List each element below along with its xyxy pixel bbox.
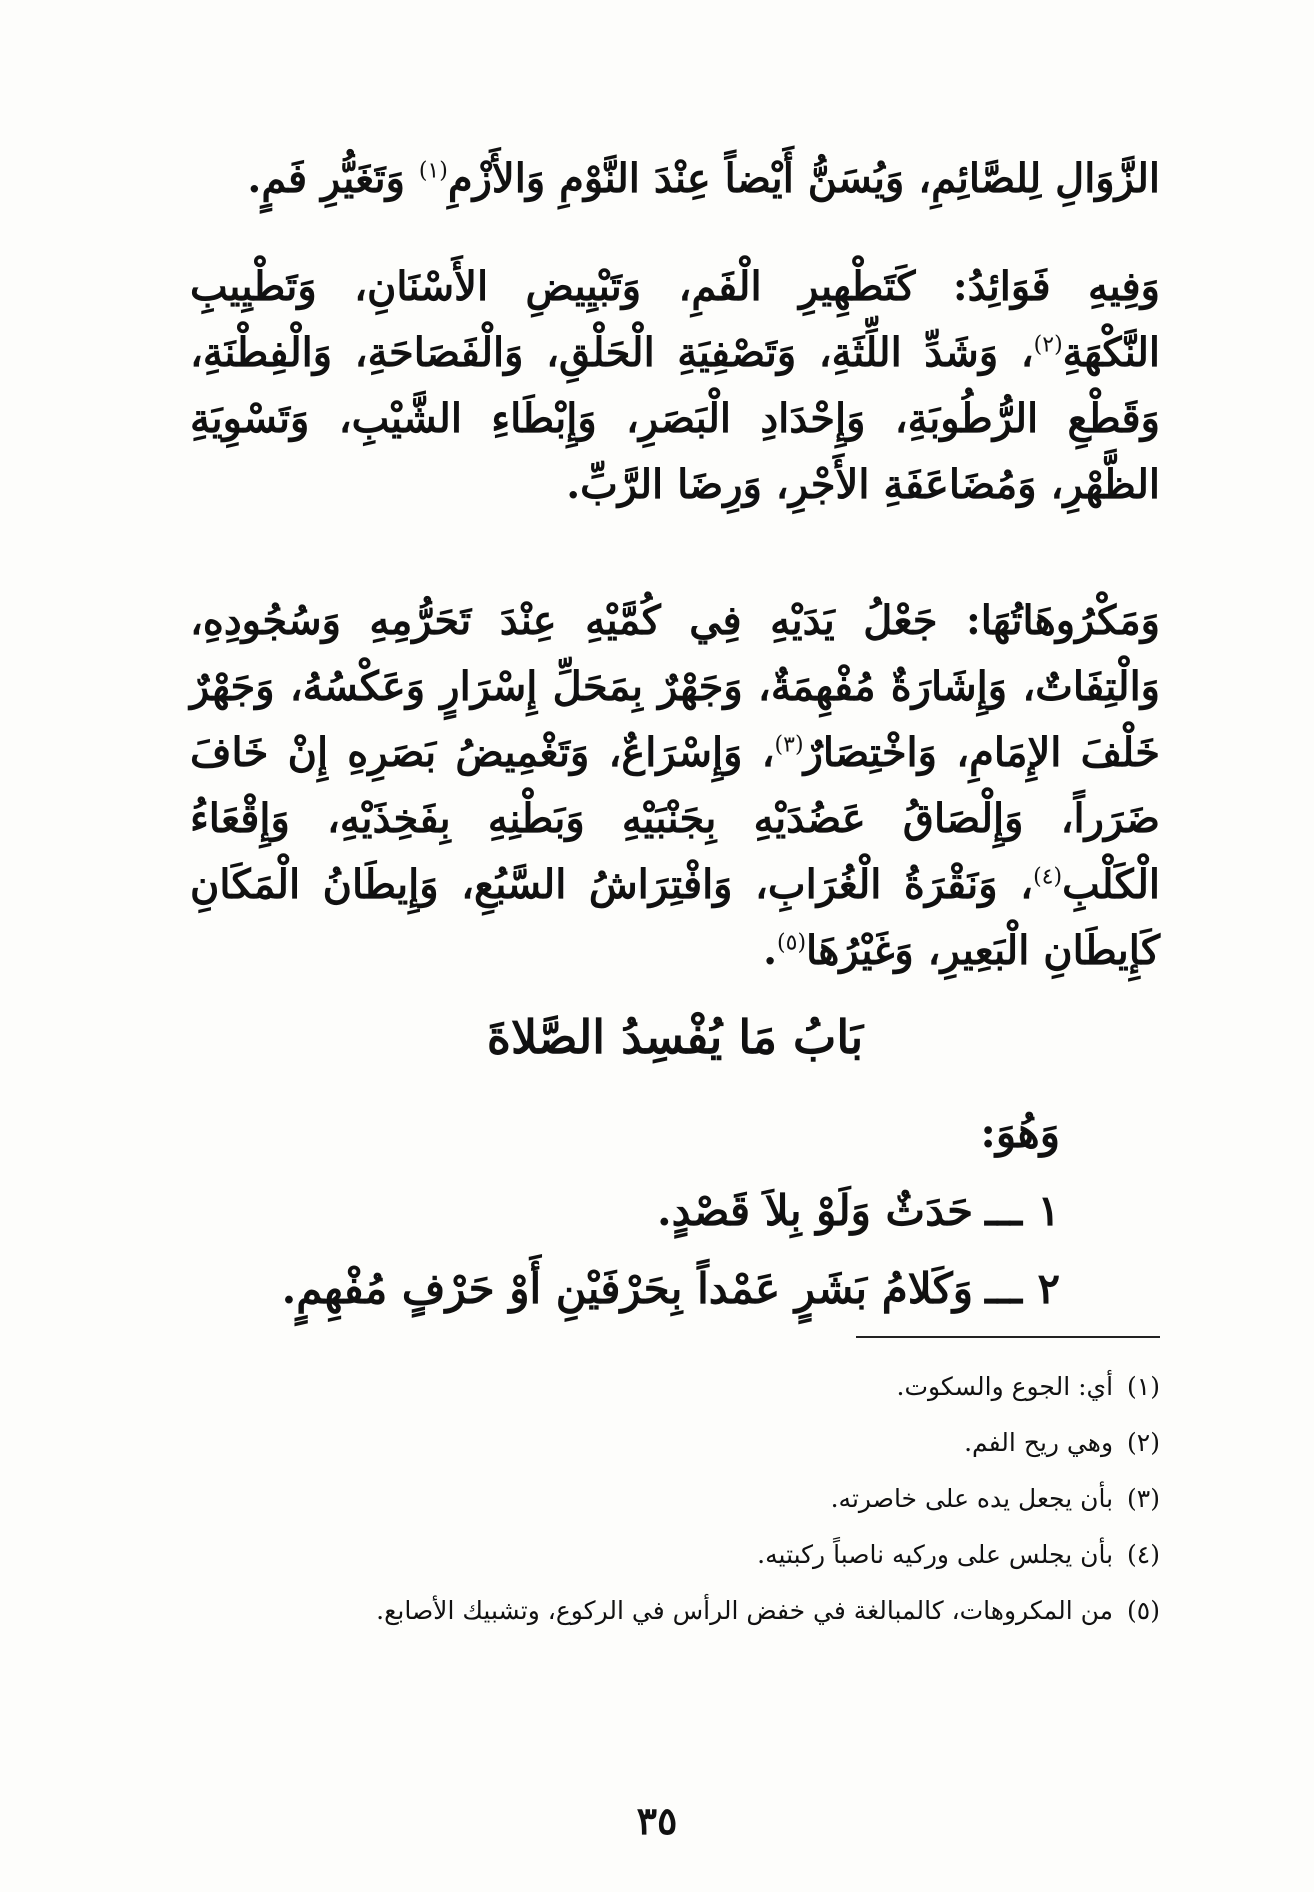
disliked-text-d: . (763, 927, 778, 974)
footnote-ref-5[interactable]: (٥) (777, 930, 807, 956)
footnote-number: (٤) (1127, 1540, 1160, 1569)
section-heading: بَابُ مَا يُفْسِدُ الصَّلاةَ (486, 1010, 864, 1064)
footnote-number: (٥) (1127, 1596, 1160, 1625)
footnote-1 (897, 1372, 1160, 1401)
disliked-text-a: جَعْلُ يَدَيْهِ فِي كُمَّيْهِ عِنْدَ تَحَرُّمِهِ وَسُجُودِهِ، وَالْتِفَاتٌ، وَإِشَارَةٌ مُفْهِمَةٌ، وَجَهْرٌ بِمَحَلِّ إِسْرَارٍ وَعَكْسُهُ، وَجَهْرٌ خَلْفَ الإِمَامِ، وَاخْتِصَارٌ (190, 597, 1160, 776)
page-number: ٣٥ (636, 1798, 678, 1843)
footnote-text: أي: الجوع والسكوت. (896, 1372, 1114, 1401)
footnote-number: (٢) (1127, 1428, 1160, 1457)
footnote-text: بأن يجلس على وركيه ناصباً ركبتيه. (757, 1540, 1114, 1569)
list-item-text: وَكَلامُ بَشَرٍ عَمْداً بِحَرْفَيْنِ أَوْ حَرْفٍ مُفْهِمٍ. (281, 1264, 974, 1313)
footnote-text: من المكروهات، كالمبالغة في خفض الرأس في الركوع، وتشبيك الأصابع. (376, 1596, 1114, 1625)
paragraph-disliked-acts (190, 588, 1160, 984)
paragraph-1-tail: وَتَغَيُّرِ فَمٍ. (247, 155, 419, 202)
list-intro: وَهُوَ: (980, 1108, 1060, 1157)
list-item (657, 1186, 1060, 1235)
list-item-number: ١ (1037, 1186, 1060, 1235)
footnote-number: (٣) (1127, 1484, 1160, 1513)
footnote-ref-1[interactable]: (١) (418, 158, 448, 184)
list-item-text: حَدَثٌ وَلَوْ بِلاَ قَصْدٍ. (656, 1186, 974, 1235)
footnote-text: وهي ريح الفم. (964, 1428, 1114, 1457)
footnote-4 (757, 1540, 1160, 1569)
disliked-lead: وَمَكْرُوهَاتُهَا: (965, 597, 1160, 644)
paragraph-siwak-times (190, 146, 1160, 212)
list-dash: ـــ (985, 1186, 1022, 1235)
footnote-text: بأن يجعل يده على خاصرته. (830, 1484, 1114, 1513)
footnote-ref-2[interactable]: (٢) (1033, 332, 1063, 358)
footnote-5 (376, 1596, 1160, 1625)
benefits-lead: وَفِيهِ فَوَائِدُ: (952, 263, 1160, 310)
footnote-2 (964, 1428, 1160, 1457)
disliked-text-c: ، وَنَقْرَةُ الْغُرَابِ، وَافْتِرَاشُ السَّبُعِ، وَإِيطَانُ الْمَكَانِ كَإِيطَانِ الْبَعِيرِ، وَغَيْرُهَا (190, 861, 1160, 974)
footnote-3 (831, 1484, 1160, 1513)
disliked-text-b: ، وَإِسْرَاعٌ، وَتَغْمِيضُ بَصَرِهِ إِنْ خَافَ ضَرَراً، وَإِلْصَاقُ عَضُدَيْهِ بِجَنْبَيْهِ وَبَطْنِهِ بِفَخِذَيْهِ، وَإِقْعَاءُ الْكَلْبِ (190, 729, 1160, 908)
list-item-number: ٢ (1037, 1264, 1060, 1313)
footnote-ref-3[interactable]: (٣) (774, 732, 804, 758)
footnote-number: (١) (1127, 1372, 1160, 1401)
benefits-text-b: ، وَشَدِّ اللِّثَةِ، وَتَصْفِيَةِ الْحَلْقِ، وَالْفَصَاحَةِ، وَالْفِطْنَةِ، وَقَطْعِ الرُّطُوبَةِ، وَإِحْدَادِ الْبَصَرِ، وَإِبْطَاءِ الشَّيْبِ، وَتَسْوِيَةِ الظَّهْرِ، وَمُضَاعَفَةِ الأَجْرِ، وَرِضَا الرَّبِّ. (190, 329, 1160, 508)
list-item (282, 1264, 1060, 1313)
paragraph-benefits (190, 254, 1160, 518)
footnote-separator (856, 1336, 1160, 1338)
benefits-text-a: كَتَطْهِيرِ الْفَمِ، وَتَبْيِيضِ الأَسْنَانِ، وَتَطْيِيبِ النَّكْهَةِ (190, 263, 1160, 376)
footnote-ref-4[interactable]: (٤) (1033, 864, 1063, 890)
list-dash: ـــ (985, 1264, 1022, 1313)
paragraph-1-text: الزَّوَالِ لِلصَّائِمِ، وَيُسَنُّ أَيْضاً عِنْدَ النَّوْمِ وَالأَزْمِ (447, 155, 1160, 202)
